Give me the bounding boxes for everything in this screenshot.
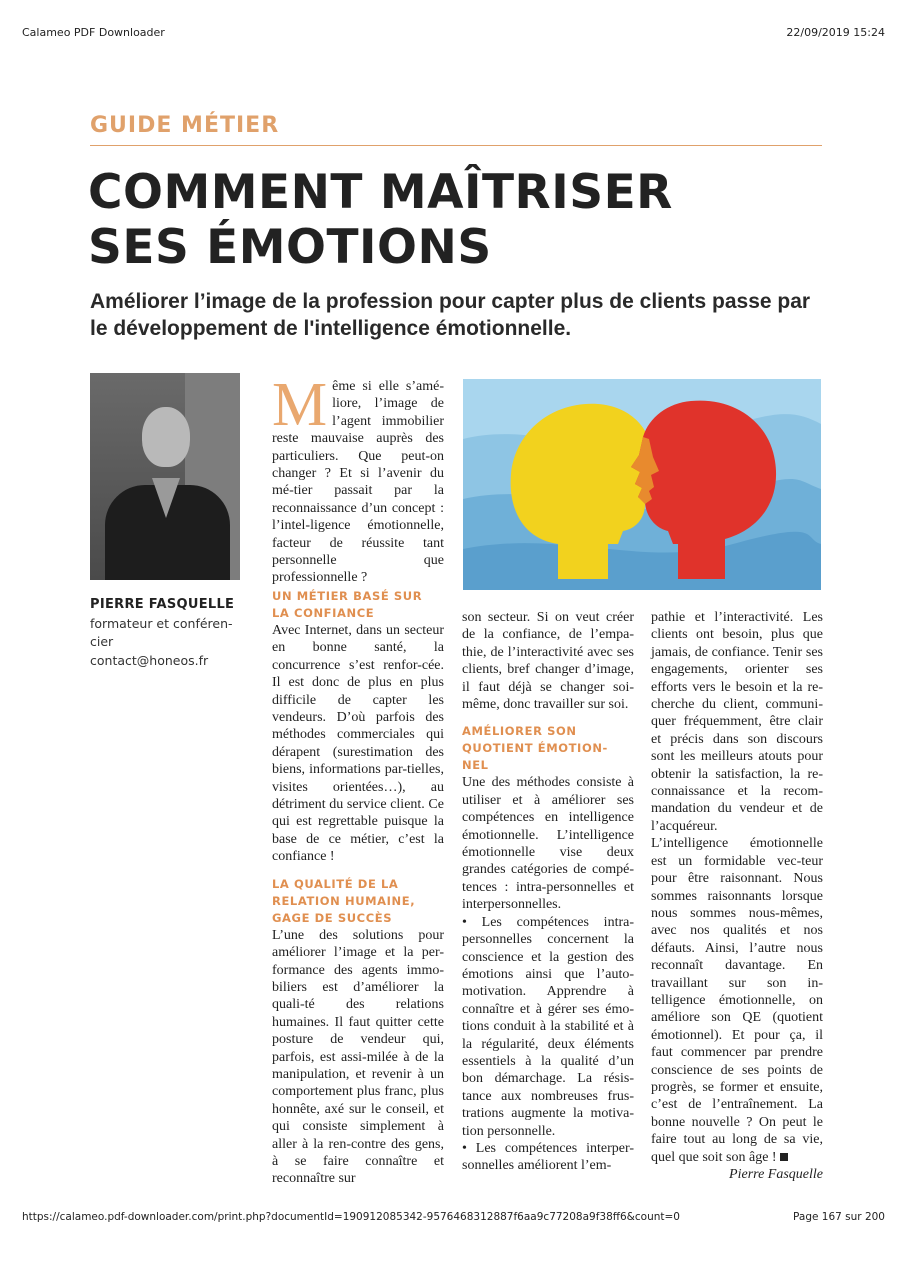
page-counter: Page 167 sur 200 xyxy=(793,1211,885,1223)
browser-app-title: Calameo PDF Downloader xyxy=(22,26,165,39)
dropcap: M xyxy=(272,371,328,439)
paragraph-confiance: Avec Internet, dans un secteur en bonne santé, la concurrence s’est renfor-cée. Il est donc de plus en plus difficile de capter les vendeurs. D’où parfois des méthodes commerciales qui dérapent (surestimation des biens, informations par-tielles, visites orientées…), au détriment du service client. Ce qui est regrettable puisque la base de ce métier, c’est la confiance ! xyxy=(272,623,444,865)
author-photo xyxy=(90,373,240,580)
end-mark-icon xyxy=(780,1153,788,1161)
paragraph-methodes: Une des méthodes consiste à utiliser et à améliorer ses compétences en intelligence émotionnelle. L’intelligence émotionnelle vise deux grandes catégories de compé-tences : intra-personnelles et interpersonnelles. xyxy=(462,775,634,913)
two-heads-illustration xyxy=(463,379,821,590)
article-subtitle: Améliorer l’image de la profession pour capter plus de clients passe par le développement de l'intelligence émotionnelle. xyxy=(90,290,811,340)
article-title xyxy=(88,165,673,275)
author-email: contact@honeos.fr xyxy=(90,653,209,668)
title-line-1: COMMENT MAÎTRISER xyxy=(88,165,673,220)
subheading-relation: LA QUALITÉ DE LA RELATION HUMAINE, GAGE DE SUCCÈS xyxy=(272,876,416,925)
author-name: PIERRE FASQUELLE xyxy=(90,597,235,612)
paragraph-intrapersonnelles: • Les compétences intra-personnelles concernent la conscience et la gestion des émotions ainsi que l’auto-motivation. Apprendre à connaître et à gérer ses émo-tions conduit à la stabilité et à la régularité, deux éléments essentiels à la qualité d’un bon démarchage. La résis-tance aux nombreuses frus-trations augmente la motiva-tion personnelle. xyxy=(462,914,634,1139)
paragraph-empathie: pathie et l’interactivité. Les clients ont besoin, plus que jamais, de confiance. Tenir ses engagements, orienter ses efforts vers le besoin et la re-cherche du client, communi-quer fréquemment, être clair et précis dans son discours sont les meilleurs atouts pour obtenir la satisfaction, la re-connaissance et la recom-mandation du vendeur et de l’acquéreur. xyxy=(651,610,823,834)
intro-text: ême si elle s’amé-liore, l’image de l’agent immobilier reste mauvaise auprès des particuliers. Que peut-on changer ? Et si l’avenir du mé-tier passait par la reconnaissance d’un concept : l’intel-ligence émotionnelle, facteur de réussite tant personnelle que professionnelle ? xyxy=(272,379,444,586)
paragraph-interpersonnelles: • Les compétences interper-sonnelles améliorent l’em- xyxy=(462,1140,634,1174)
column-1 xyxy=(272,588,444,1188)
column-3 xyxy=(651,609,823,1183)
section-divider xyxy=(90,145,822,146)
author-role: formateur et conféren-cier xyxy=(90,616,233,649)
paragraph-secteur: son secteur. Si on veut créer de la confiance, de l’empa-thie, de l’interactivité avec ses clients, bref changer d’image, il faut déjà se changer soi-même, donc travailler sur soi. xyxy=(462,610,634,713)
print-datetime: 22/09/2019 15:24 xyxy=(786,26,885,39)
paragraph-intelligence: L’intelligence émotionnelle est un formidable vec-teur pour être raisonnant. Nous sommes raisonnants lorsque nous sommes nous-mêmes, avec nos qualités et nos défauts. Ainsi, l’autre nous reconnaît davantage. En travaillant sur son in-telligence émotionnelle, on améliore son QE (quotient émotionnel). Et pour ça, il faut commencer par prendre conscience de ses points de progrès, se former et ensuite, c’est de l’entraînement. La bonne nouvelle ? On peut le faire tout au long de sa vie, quel que soit son âge ! xyxy=(651,836,823,1165)
paragraph-relation: L’une des solutions pour améliorer l’image et la per-formance des agents immo-biliers est d’améliorer la quali-té des relations humaines. Il faut quitter cette posture de vendeur qui, parfois, est assi-milée à de la manipulation, et revenir à un comportement plus franc, plus honnête, axé sur le conseil, et qui consiste simplement à aller à la ren-contre des gens, à se faire connaître et reconnaître sur xyxy=(272,927,444,1187)
title-line-2: SES ÉMOTIONS xyxy=(88,220,492,275)
subheading-confiance: UN MÉTIER BASÉ SUR LA CONFIANCE xyxy=(272,589,423,620)
section-label: GUIDE MÉTIER xyxy=(90,113,280,138)
print-url: https://calameo.pdf-downloader.com/print.php?documentId=190912085342-9576468312887f6aa9c77208a9f38ff6&count=0 xyxy=(22,1211,680,1223)
intro-column xyxy=(272,371,444,587)
column-2 xyxy=(462,609,634,1175)
signature: Pierre Fasquelle xyxy=(729,1167,823,1182)
subheading-quotient: AMÉLIORER SON QUOTIENT ÉMOTION-NEL xyxy=(462,724,608,773)
